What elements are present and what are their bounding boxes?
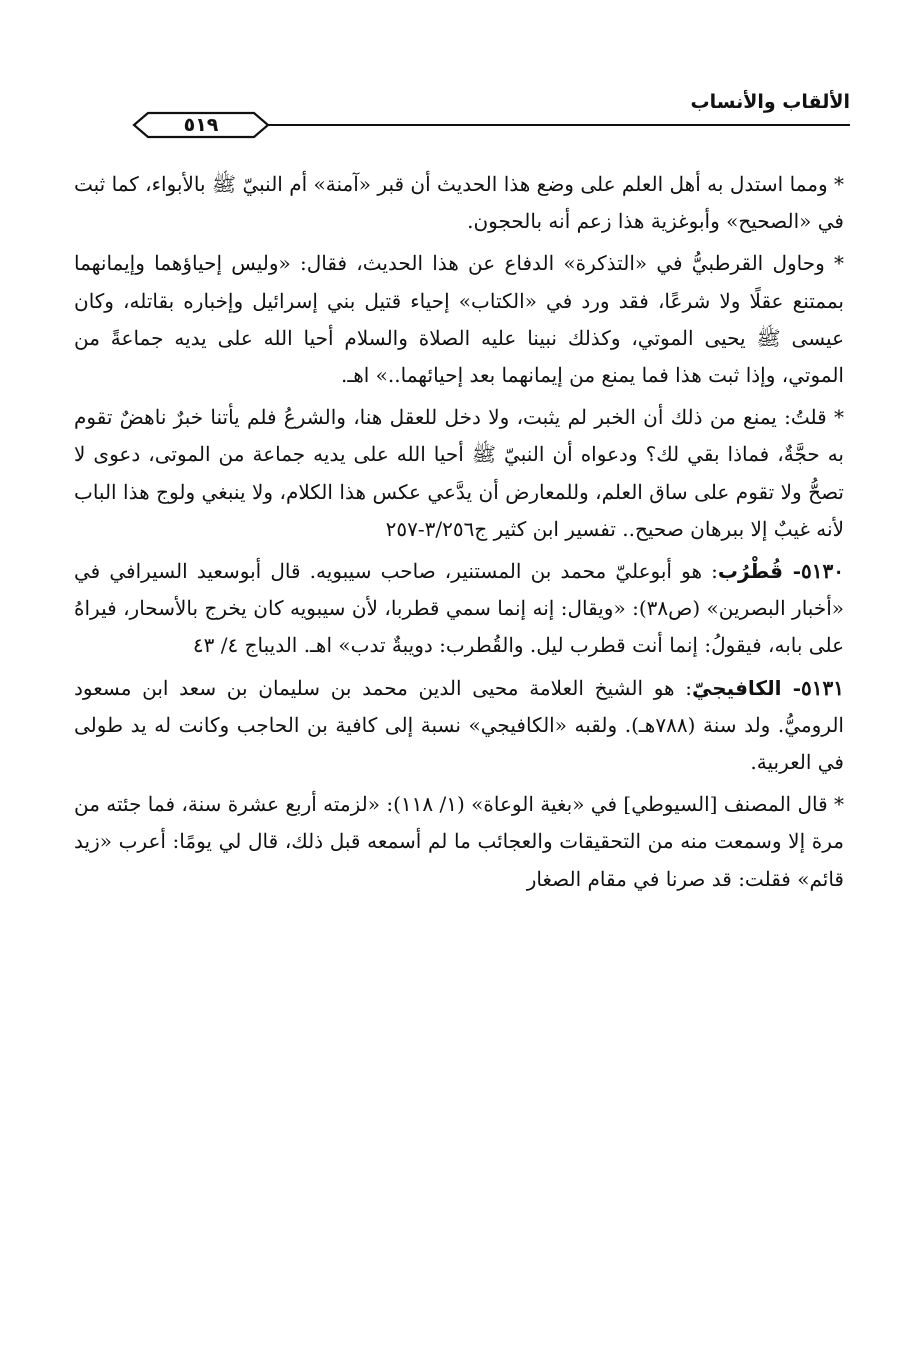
body-text [74, 166, 844, 898]
entry-text: : هو الشيخ العلامة محيى الدين محمد بن سليمان بن سعد ابن مسعود الروميُّ. ولد سنة (٧٨٨هـ). ولقبه «الكافيجي» نسبة إلى كافية بن الحاجب وكانت له يد طولى في العربية. [74, 675, 844, 775]
entry-5131 [74, 670, 844, 782]
header-rule [200, 124, 850, 126]
entry-text: : هو أبوعليّ محمد بن المستنير، صاحب سيبويه. قال أبوسعيد السيرافي في «أخبار البصرين» (ص٣٨): «ويقال: إنه إنما سمي قطربا، لأن سيبويه كان يخرج بالأسحار، فيراهُ على بابه، فيقولُ: إنما أنت قطرب ليل. والقُطرب: دويبةٌ تدب» اهـ. الديباج ٤/ ٤٣ [74, 559, 844, 658]
paragraph-text: * وحاول القرطبيُّ في «التذكرة» الدفاع عن هذا الحديث، فقال: «وليس إحياؤهما وإيمانهما بممتنع عقلًا ولا شرعًا، فقد ورد في «الكتاب» إحياء قتيل بني إسرائيل وإخباره بقاتله، وكان عيسى ﷺ يحيى الموتي، وكذلك نبينا عليه الصلاة والسلام أحيا الله على يديه جماعةً من الموتي، وإذا ثبت هذا فما يمنع من إيمانهما بعد إحيائهما..» اهـ. [74, 251, 844, 388]
paragraph-amina-grave [74, 166, 844, 240]
page-header [70, 88, 850, 148]
paragraph-text: * قال المصنف [السيوطي] في «بغية الوعاة» (١/ ١١٨): «لزمته أربع عشرة سنة، فما جئته من مرة إلا وسمعت منه من التحقيقات والعجائب ما لم أسمعه قبل ذلك، قال لي يومًا: أعرب «زيد قائم» فقلت: قد صرنا في مقام الصغار [74, 792, 844, 891]
paragraph-text: * قلتُ: يمنع من ذلك أن الخبر لم يثبت، ولا دخل للعقل هنا، والشرعُ فلم يأتنا خبرٌ ناهضٌ تقوم به حجَّةٌ، فماذا بقي لك؟ ودعواه أن النبيّ ﷺ أحيا الله على يديه جماعة من الموتى، دعوى لا تصحُّ ولا تقوم على ساق العلم، وللمعارض أن يدَّعي عكس هذا الكلام، ولا ينبغي ولوج هذا الباب لأنه غيبٌ إلا ببرهان صحيح.. تفسير ابن كثير ج٣/٢٥٦-٢٥٧ [74, 405, 844, 541]
paragraph-text: * ومما استدل به أهل العلم على وضع هذا الحديث أن قبر «آمنة» أم النبيّ ﷺ بالأبواء، كما ثبت في «الصحيح» وأبوغزية هذا زعم أنه بالحجون. [74, 172, 844, 234]
paragraph-suyuti-quote [74, 786, 844, 898]
page-number: ٥١٩ [183, 114, 219, 136]
paragraph-qurtubi [74, 245, 844, 394]
page-number-frame [132, 110, 270, 140]
running-head: الألقاب والأنساب [690, 91, 850, 113]
entry-name: الكافيجيّ [692, 675, 782, 700]
entry-name: قُطْرُب [717, 559, 783, 584]
entry-number: ٥١٣٠- [783, 559, 845, 584]
entry-number: ٥١٣١- [781, 675, 845, 700]
paragraph-author-comment [74, 399, 844, 548]
entry-5130 [74, 553, 844, 665]
